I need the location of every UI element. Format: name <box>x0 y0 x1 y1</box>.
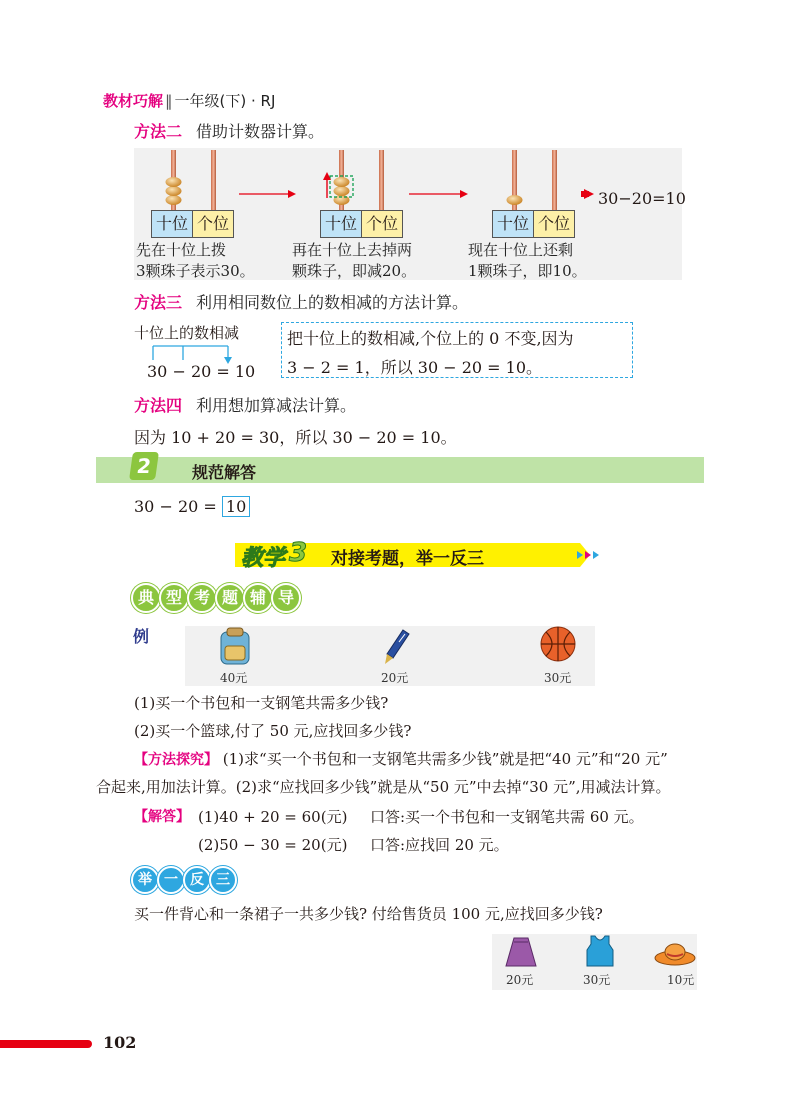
practice-char: 三 <box>209 866 237 894</box>
method2-text: 借助计数器计算。 <box>196 122 325 141</box>
practice-question: 买一件背心和一条裙子一共多少钱? 付给售货员 100 元,应找回多少钱? <box>134 905 603 923</box>
hat-icon <box>655 944 695 965</box>
practice-price: 10元 <box>667 973 695 987</box>
typical-guide-tag <box>131 583 301 613</box>
page-header: 教材巧解 ‖ 一年级(下) · RJ <box>103 92 276 110</box>
method3-title: 方法三 <box>134 293 183 312</box>
note-line1: 把十位上的数相减,个位上的 0 不变,因为 <box>287 329 574 348</box>
answer-equation <box>134 497 250 516</box>
page-number: 102 <box>103 1033 137 1052</box>
answer-2: (2)50 − 30 = 20(元) <box>198 836 348 854</box>
guide-char: 辅 <box>243 583 273 613</box>
ones-rod <box>211 150 216 210</box>
practice-price: 30元 <box>583 973 611 987</box>
bead <box>166 186 182 196</box>
abacus-3 <box>507 150 558 210</box>
practice-char: 一 <box>157 866 185 894</box>
banner-tag: 教学 <box>241 546 286 571</box>
method2-heading <box>134 119 324 142</box>
item-price: 30元 <box>544 671 572 685</box>
question-1: (1)买一个书包和一支钢笔共需多少钱? <box>134 694 389 712</box>
guide-char: 导 <box>271 583 301 613</box>
place-labels-3 <box>492 210 575 238</box>
guide-char: 考 <box>187 583 217 613</box>
ones-label: 个位 <box>534 210 575 238</box>
method2-title: 方法二 <box>134 122 183 141</box>
arrow-head <box>460 190 468 198</box>
note-line2: 3 − 2 = 1，所以 30 − 20 = 10。 <box>287 358 543 377</box>
tens-label: 十位 <box>151 210 193 238</box>
ones-label: 个位 <box>193 210 234 238</box>
caption-line: 3颗珠子表示30。 <box>136 262 255 280</box>
place-labels-1 <box>151 210 234 238</box>
example-items <box>215 626 595 666</box>
question-2: (2)买一个篮球,付了 50 元,应找回多少钱? <box>134 722 412 740</box>
item-price: 40元 <box>220 671 248 685</box>
guide-char: 题 <box>215 583 245 613</box>
banner-number: 3 <box>289 538 308 568</box>
section-title: 规范解答 <box>192 463 257 482</box>
caption-line: 颗珠子，即减20。 <box>292 262 417 280</box>
abacus-1 <box>166 150 217 210</box>
method3-note-box <box>281 322 633 378</box>
ones-rod <box>552 150 557 210</box>
guide-char: 型 <box>159 583 189 613</box>
caption-line: 现在十位上还剩 <box>468 241 574 259</box>
chapter-banner <box>235 540 600 570</box>
bead <box>507 195 523 205</box>
caption-line: 1颗珠子，即10。 <box>468 262 587 280</box>
practice-tag <box>131 866 237 894</box>
example-label: 例 <box>133 627 150 646</box>
place-labels-2 <box>320 210 403 238</box>
abacus-result: 30−20=10 <box>598 189 686 208</box>
section-bar <box>96 457 704 483</box>
footer-bar <box>0 1040 92 1048</box>
practice-char: 反 <box>183 866 211 894</box>
method4-title: 方法四 <box>134 396 183 415</box>
practice-price: 20元 <box>506 973 534 987</box>
ones-label: 个位 <box>362 210 403 238</box>
answer-box: 10 <box>222 496 250 517</box>
section-number: 2 <box>129 452 159 480</box>
bead <box>166 195 182 205</box>
pen-icon <box>385 630 409 664</box>
tens-label: 十位 <box>320 210 362 238</box>
method4-line: 因为 10 + 20 = 30，所以 30 − 20 = 10。 <box>134 428 457 447</box>
explore-line1 <box>134 748 668 769</box>
answer-equation-left: 30 − 20 = <box>134 497 217 516</box>
answer-1: (1)40 + 20 = 60(元) <box>198 808 348 826</box>
explore-line2: 合起来,用加法计算。(2)求“应找回多少钱”就是从“50 元”中去掉“30 元”,用减法计算。 <box>96 778 671 796</box>
grade-label: 一年级(下) · RJ <box>174 92 276 110</box>
explore-tag: 【方法探究】 <box>134 752 218 768</box>
abacus-2 <box>323 150 384 210</box>
ones-rod <box>379 150 384 210</box>
practice-items <box>492 934 697 970</box>
arrow-head <box>288 190 296 198</box>
step3-caption <box>468 240 587 282</box>
answer-label: 【解答】 <box>134 809 190 825</box>
vest-icon <box>587 936 613 966</box>
step1-caption <box>136 240 255 282</box>
method4-heading <box>134 393 356 416</box>
tens-equation: 30 − 20 = 10 <box>147 362 256 381</box>
bead-removed <box>334 177 350 187</box>
explore-text1: (1)求“买一个书包和一支钢笔共需多少钱”就是把“40 元”和“20 元” <box>222 750 668 768</box>
tens-label: 十位 <box>492 210 534 238</box>
book-brand: 教材巧解 <box>103 92 164 110</box>
skirt-icon <box>506 938 536 966</box>
method3-heading <box>134 290 468 313</box>
item-price: 20元 <box>381 671 409 685</box>
reply-1: 口答:买一个书包和一支钢笔共需 60 元。 <box>370 808 644 826</box>
tens-subtract-label: 十位上的数相减 <box>134 324 240 342</box>
bead <box>166 177 182 187</box>
practice-char: 举 <box>131 866 159 894</box>
guide-char: 典 <box>131 583 161 613</box>
method3-text: 利用相同数位上的数相减的方法计算。 <box>196 293 469 312</box>
step2-caption <box>292 240 416 282</box>
reply-2: 口答:应找回 20 元。 <box>370 836 509 854</box>
answer-tag <box>134 806 190 826</box>
bead-removed <box>334 186 350 196</box>
banner-title: 对接考题，举一反三 <box>331 549 484 569</box>
basketball-icon <box>541 627 575 661</box>
caption-line: 再在十位上去掉两 <box>292 241 413 259</box>
method4-text: 利用想加算减法计算。 <box>196 396 357 415</box>
backpack-icon <box>221 628 249 664</box>
caption-line: 先在十位上拨 <box>136 241 227 259</box>
result-arrow-tail <box>581 191 589 197</box>
